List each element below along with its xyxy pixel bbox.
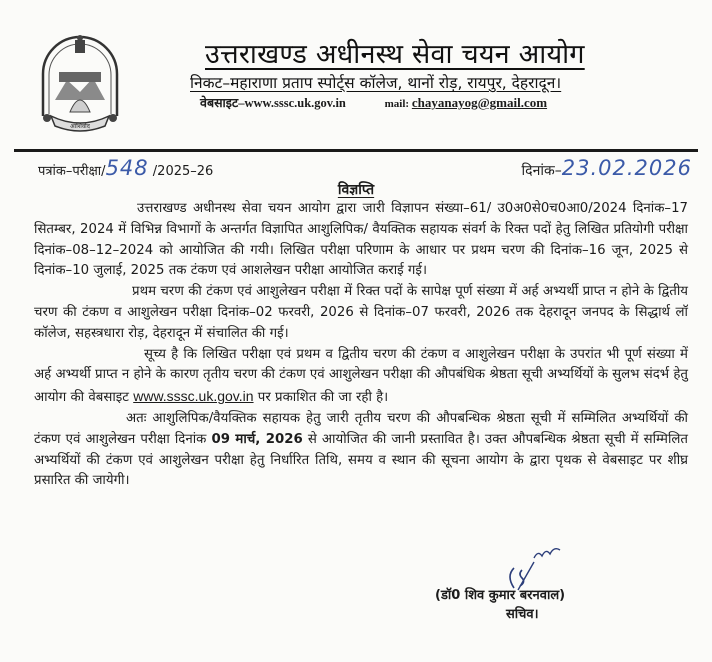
reference-handwritten-number: 548	[105, 156, 149, 180]
notice-body	[34, 199, 688, 492]
mail-address: chayanayog@gmail.com	[411, 95, 548, 110]
website-text: वेबसाइट–www.sssc.uk.gov.in	[200, 96, 346, 110]
paragraph-1: उत्तराखण्ड अधीनस्थ सेवा चयन आयोग द्वारा जारी विज्ञापन संख्या–61/ उ0अ0से0च0आ0/2024 दिनांक–17 सितम्बर, 2024 में विभिन्न विभागों के अन्तर्गत विज्ञापित आशुलिपिक/ वैयक्तिक सहायक संवर्ग के रिक्त पदों हेतु लिखित प्रतियोगी परीक्षा दिनांक–08–12–2024 को आयोजित की गयी। लिखित परीक्षा परिणाम के आधार पर प्रथम चरण की दिनांक–16 जून, 2025 से दिनांक–10 जुलाई, 2025 तक टंकण एवं आशलेखन परीक्षा आयोजित कराई गई।	[34, 201, 688, 279]
mail-label: mail:	[384, 98, 410, 110]
date-handwritten: 23.02.2026	[561, 156, 692, 180]
paragraph-3: सूच्य है कि लिखित परीक्षा एवं प्रथम व द्वितीय चरण की टंकण व आशुलेखन परीक्षा के उपरांत भी पूर्ण संख्या में अर्ह अभ्यर्थी प्राप्त न होने के कारण तृतीय चरण की टंकण एवं आशुलेखन परीक्षा की औपबंधिक श्रेष्ठता सूची अभ्यर्थियों के सुलभ संदर्भ हेतु आयोग की वेबसाइट www.sssc.uk.gov.in पर प्रकाशित की जा रही है।	[34, 346, 688, 406]
reference-number	[38, 156, 213, 180]
notice-date	[522, 156, 692, 180]
organization-title: उत्तराखण्ड अधीनस्थ सेवा चयन आयोग	[205, 39, 585, 70]
contact-row	[200, 94, 547, 111]
paragraph-4: अतः आशुलिपिक/वैयक्तिक सहायक हेतु जारी तृतीय चरण की औपबन्धिक श्रेष्ठता सूची में सम्मिलित अभ्यर्थियों की टंकण एवं आशुलेखन परीक्षा दिनांक 09 मार्च, 2026 से आयोजित की जानी प्रस्तावित है। उक्त औपबन्धिक श्रेष्ठता सूची में सम्मिलित अभ्यर्थियों की टंकण एवं आशुलेखन परीक्षा हेतु निर्धारित तिथि, समय व स्थान की सूचना आयोग के द्वारा पृथक से वेबसाइट पर शीघ्र प्रसारित की जायेगी।	[34, 410, 688, 489]
reference-suffix: /2025–26	[148, 164, 214, 179]
uksssc-emblem-icon	[37, 30, 123, 142]
organization-address: निकट–महाराणा प्रताप स्पोर्ट्स कॉलेज, थानों रोड़, रायपुर, देहरादून।	[190, 74, 562, 92]
exam-date-highlight: 09 मार्च, 2026	[211, 431, 303, 447]
notice-title: विज्ञप्ति	[337, 182, 375, 198]
svg-text:आशिर्वाद: आशिर्वाद	[70, 123, 90, 130]
header-divider	[14, 149, 698, 152]
signatory-name: (डॉ0 शिव कुमार बरनवाल)	[435, 588, 566, 603]
paragraph-2: प्रथम चरण की टंकण एवं आशुलेखन परीक्षा में रिक्त पदों के सापेक्ष पूर्ण संख्या में अर्ह अभ्यर्थी प्राप्त न होने के द्वितीय चरण की टंकण व आशुलेखन परीक्षा दिनांक–02 फरवरी, 2026 से दिनांक–07 फरवरी, 2026 तक देहरादून जनपद के सिद्धार्थ लॉ कॉलेज, सहस्त्रधारा रोड़, देहरादून में संचालित की गई।	[34, 284, 688, 341]
reference-prefix: पत्रांक–परीक्षा/	[38, 164, 106, 179]
date-label: दिनांक–	[521, 163, 562, 179]
website-link[interactable]: www.sssc.uk.gov.in	[133, 388, 254, 405]
signatory-designation: सचिव।	[506, 607, 539, 622]
